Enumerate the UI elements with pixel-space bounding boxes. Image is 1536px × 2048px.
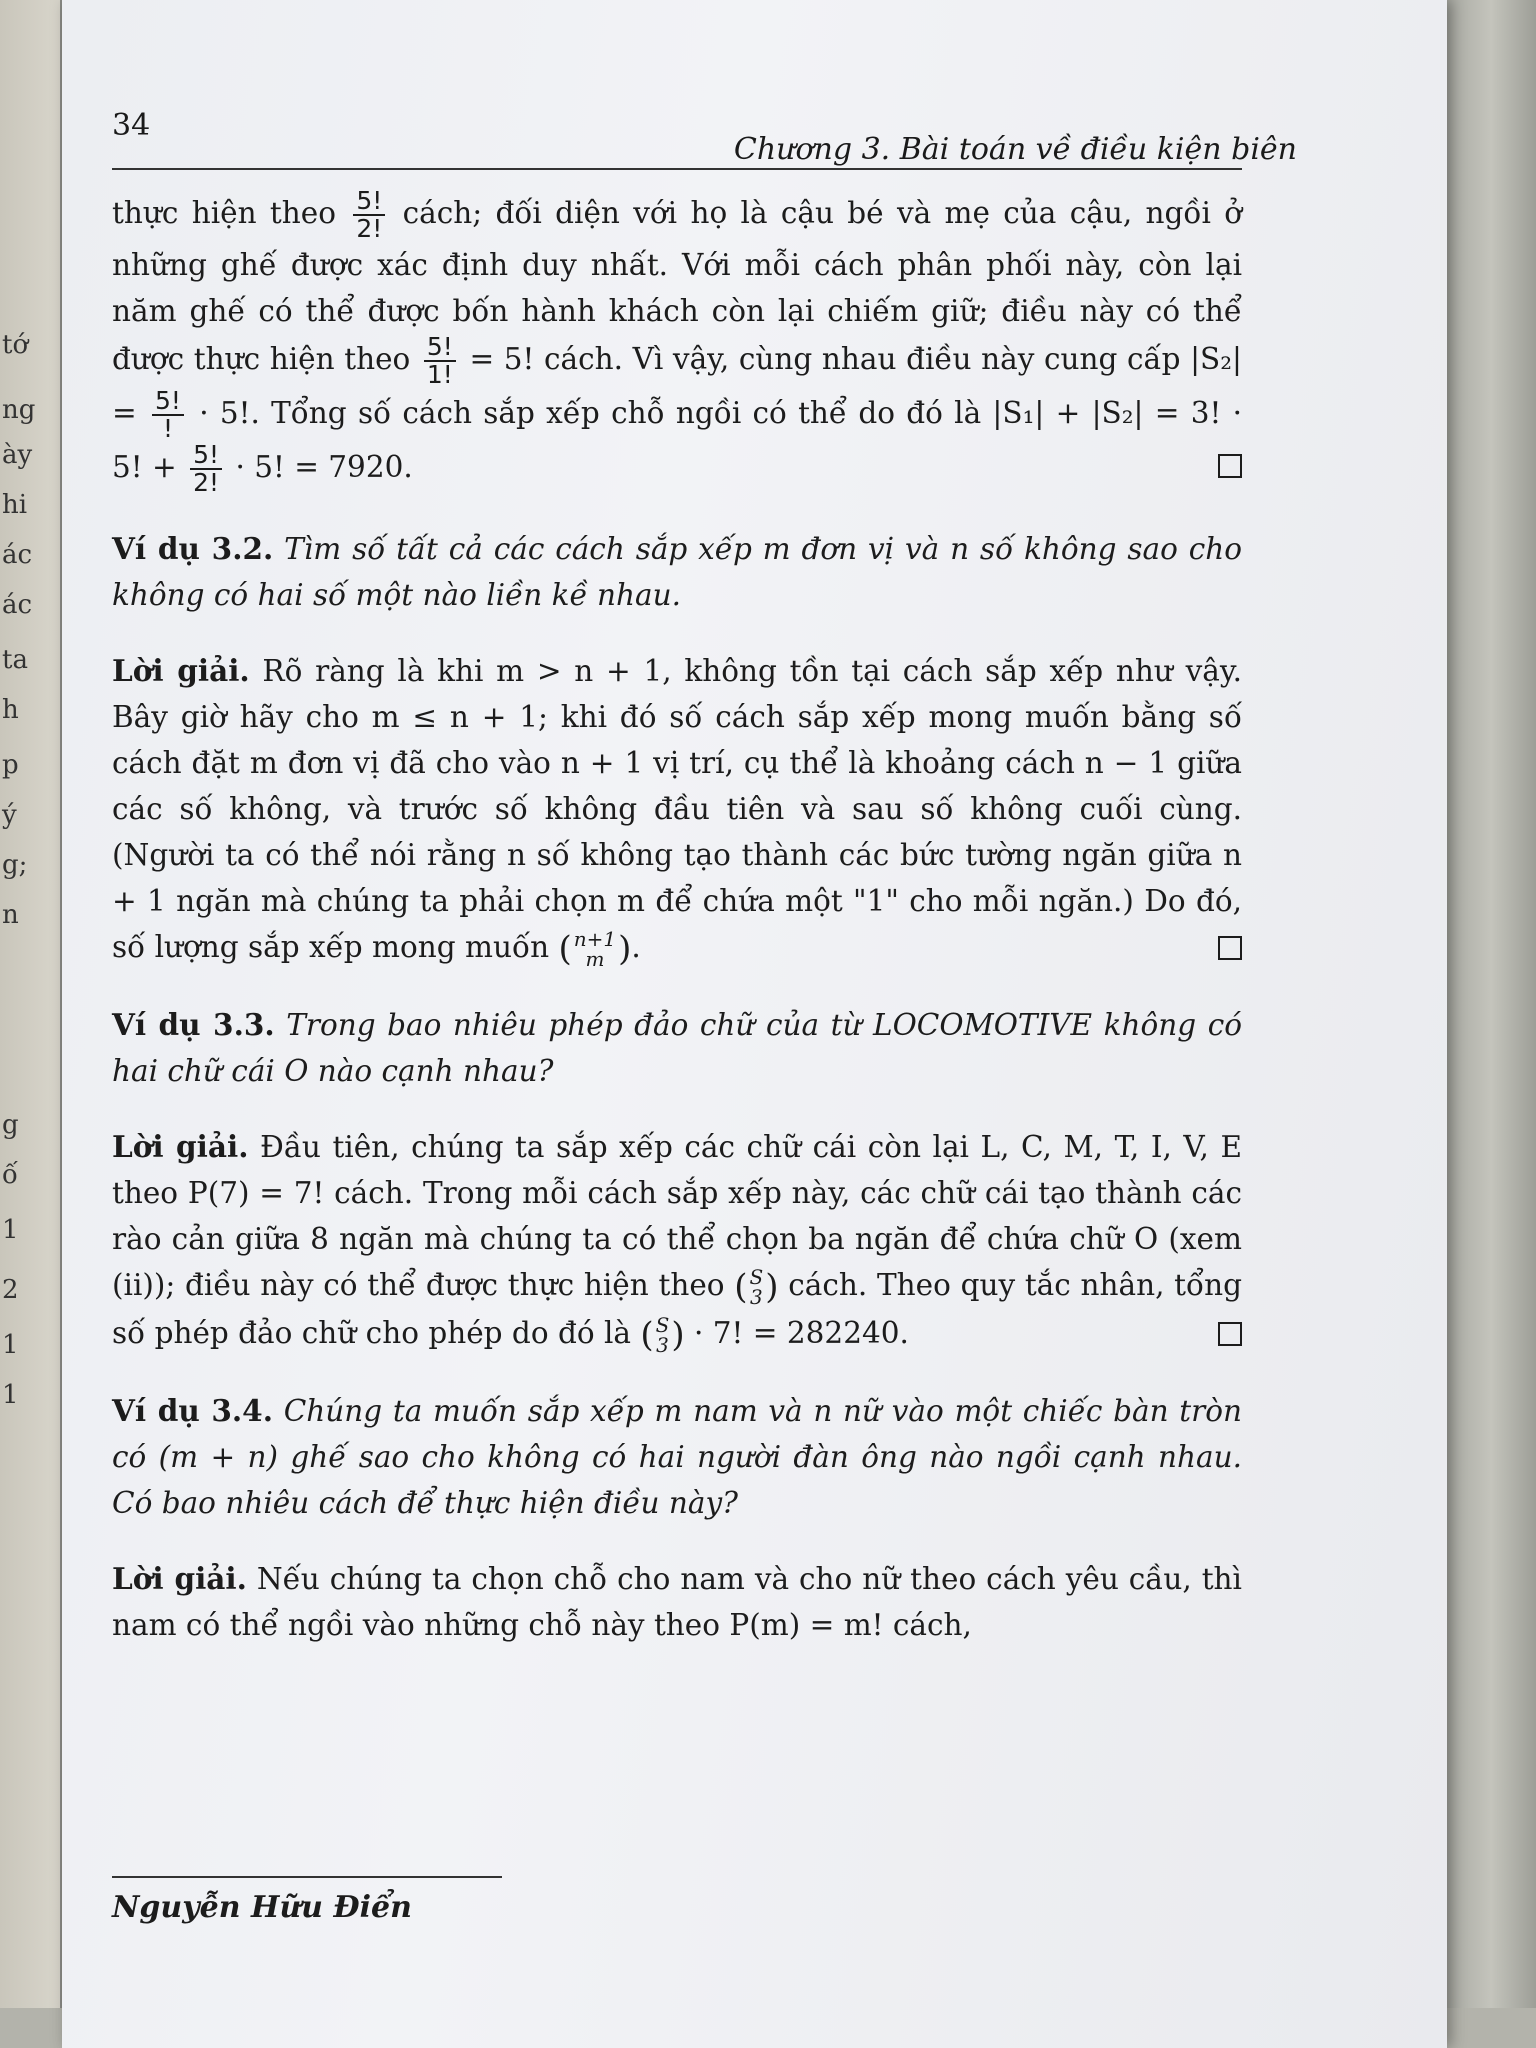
fraction: $\frac{5!}{2!}$ xyxy=(353,188,385,242)
margin-fragment: ý xyxy=(2,800,17,830)
margin-fragment: n xyxy=(2,900,19,930)
margin-fragment: h xyxy=(2,695,19,725)
margin-fragment: ày xyxy=(2,440,33,470)
solution-label: Lời giải. xyxy=(112,1129,249,1164)
binomial: n+1 m xyxy=(573,927,617,971)
solution-text: Rõ ràng là khi m > n + 1, không tồn tại cách sắp xếp như vậy. Bây giờ hãy cho m ≤ n + 1; khi đó số cách sắp xếp mong muốn bằng số cách đặt m đơn vị đã cho vào n + 1 vị trí, cụ thể là khoảng cách n − 1 giữa các số không, và trước số không đầu tiên và sau số không cuối cùng. (Người ta có thể nói rằng n số không tạo thành các bức tường ngăn giữa n + 1 ngăn mà chúng ta phải chọn m để chứa một "1" cho mỗi ngăn.) Do đó, số lượng sắp xếp mong muốn xyxy=(112,654,1242,964)
margin-fragment: g; xyxy=(2,850,28,880)
example-statement: Chúng ta muốn sắp xếp m nam và n nữ vào một chiếc bàn tròn có (m + n) ghế sao cho không có hai người đàn ông nào ngồi cạnh nhau. Có bao nhiêu cách để thực hiện điều này? xyxy=(112,1394,1242,1520)
margin-fragment: ta xyxy=(2,645,28,675)
solution-label: Lời giải. xyxy=(112,1561,247,1596)
background-left xyxy=(0,0,60,2048)
margin-fragment: p xyxy=(2,750,19,780)
solution-3-4 xyxy=(112,1556,1242,1648)
binomial: S 3 xyxy=(655,1313,670,1357)
margin-fragment: 1 xyxy=(2,1215,19,1245)
solution-3-2: Lời giải. Rõ ràng là khi m > n + 1, không tồn tại cách sắp xếp như vậy. Bây giờ hãy cho m ≤ n + 1; khi đó số cách sắp xếp mong muốn bằng số cách đặt m đơn vị đã cho vào n + 1 vị trí, cụ thể là khoảng cách n − 1 giữa các số không, và trước số không đầu tiên và sau số không cuối cùng. (Người ta có thể nói rằng n số không tạo thành các bức tường ngăn giữa n + 1 ngăn mà chúng ta phải chọn m để chứa một "1" cho mỗi ngăn.) Do đó, số lượng sắp xếp mong muốn ( n+1 m ). xyxy=(112,653,1242,971)
book-page xyxy=(62,0,1447,2048)
margin-fragment: g xyxy=(2,1110,19,1140)
fraction: $\frac{5!}{1!}$ xyxy=(424,334,456,388)
background-floor-right xyxy=(1446,0,1536,2048)
margin-fragment: tớ xyxy=(2,330,29,360)
example-statement: Trong bao nhiêu phép đảo chữ của từ LOCOMOTIVE không có hai chữ cái O nào cạnh nhau? xyxy=(112,1008,1242,1088)
margin-fragment: ác xyxy=(2,590,33,620)
footer-rule xyxy=(112,1876,502,1878)
solution-text: Đầu tiên, chúng ta sắp xếp các chữ cái còn lại L, C, M, T, I, V, E theo P(7) = 7! cách. Trong mỗi cách sắp xếp này, các chữ cái tạo thành các rào cản giữa 8 ngăn mà chúng ta có thể chọn ba ngăn để chứa chữ O (xem (ii)); điều này có thể được thực hiện theo xyxy=(112,1130,1242,1302)
margin-fragment: ố xyxy=(2,1160,18,1190)
solution-label: Lời giải. xyxy=(112,653,250,688)
qed-box xyxy=(1218,936,1242,960)
page-number: 34 xyxy=(112,108,151,143)
margin-fragment: hi xyxy=(2,490,28,520)
example-label: Ví dụ 3.2. xyxy=(112,531,274,566)
example-label: Ví dụ 3.4. xyxy=(112,1393,273,1428)
solution-text: Nếu chúng ta chọn chỗ cho nam và cho nữ theo cách yêu cầu, thì nam có thể ngồi vào những chỗ này theo P(m) = m! cách, xyxy=(112,1562,1242,1642)
margin-fragment: 2 xyxy=(2,1275,19,1305)
example-statement: Tìm số tất cả các cách sắp xếp m đơn vị và n số không sao cho không có hai số một nào liền kề nhau. xyxy=(112,532,1242,612)
example-3-2 xyxy=(112,526,1242,618)
footer-author: Nguyễn Hữu Điển xyxy=(112,1890,412,1925)
example-label: Ví dụ 3.3. xyxy=(112,1007,275,1042)
example-3-4 xyxy=(112,1388,1242,1526)
example-3-3 xyxy=(112,1002,1242,1094)
header-rule xyxy=(112,168,1242,170)
fraction: $\frac{5!}{!}$ xyxy=(152,388,184,442)
binomial: S 3 xyxy=(749,1265,764,1309)
margin-fragment: ng xyxy=(2,395,36,425)
solution-3-3: Lời giải. Đầu tiên, chúng ta sắp xếp các chữ cái còn lại L, C, M, T, I, V, E theo P(7) = 7! cách. Trong mỗi cách sắp xếp này, các chữ cái tạo thành các rào cản giữa 8 ngăn mà chúng ta có thể chọn ba ngăn để chứa chữ O (xem (ii)); điều này có thể được thực hiện theo ( S 3 ) cách. Theo quy tắc nhân, tổng số phép đảo chữ cho phép do đó là ( S 3 ) · 7! = 282240. xyxy=(112,1129,1242,1357)
fraction: $\frac{5!}{2!}$ xyxy=(190,442,222,496)
margin-fragment: 1 xyxy=(2,1330,19,1360)
margin-fragment: ác xyxy=(2,540,33,570)
page-body xyxy=(112,188,1242,1648)
paragraph-continuation: thực hiện theo $\frac{5!}{2!}$ cách; đối diện với họ là cậu bé và mẹ của cậu, ngồi ở những ghế được xác định duy nhất. Với mỗi cách phân phối này, còn lại năm ghế có thể được bốn hành khách còn lại chiếm giữ; điều này có thể được thực hiện theo $\frac{5!}{1!}$ = 5! cách. Vì vậy, cùng nhau điều này cung cấp |S₂| = $\frac{5!}{!}$ · 5!. Tổng số cách sắp xếp chỗ ngồi có thể do đó là |S₁| + |S₂| = 3! · 5! + $\frac{5!}{2!}$ · 5! = 7920. xyxy=(112,186,1242,497)
margin-fragment: 1 xyxy=(2,1380,19,1410)
qed-box xyxy=(1218,1322,1242,1346)
running-head: Chương 3. Bài toán về điều kiện biên xyxy=(733,132,1297,167)
qed-box xyxy=(1218,454,1242,478)
